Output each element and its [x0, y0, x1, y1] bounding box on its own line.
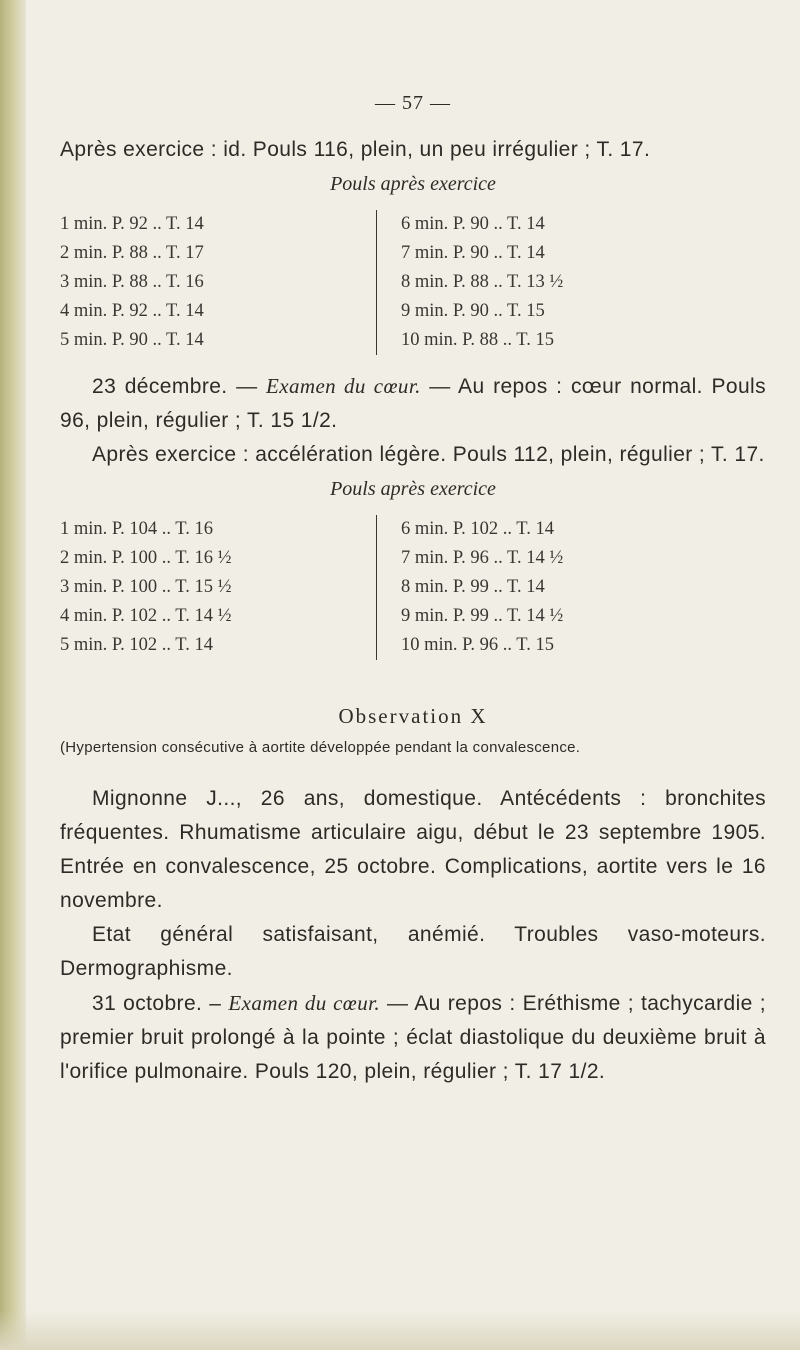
paragraph-after-exercise-1: Après exercice : id. Pouls 116, plein, un peu irrégulier ; T. 17.: [60, 138, 651, 161]
observation-paragraph-oct-31: [60, 986, 766, 1089]
observation-paragraph-state: Etat général satisfaisant, anémié. Troubles vaso-moteurs. Dermographisme.: [60, 923, 766, 980]
table-row: 1 min. P. 104 .. T. 16: [60, 519, 213, 539]
table-row: 2 min. P. 88 .. T. 17: [60, 243, 204, 263]
table-row: 7 min. P. 96 .. T. 14 ½: [401, 548, 564, 568]
table-row: 8 min. P. 99 .. T. 14: [401, 577, 545, 597]
table2-caption: Pouls après exercice: [330, 478, 496, 500]
document-page: [60, 92, 766, 1089]
pulse-table-1-left-column: [60, 210, 377, 355]
pulse-table-1-right-column: [377, 210, 717, 355]
observation-title: Observation X: [338, 704, 488, 728]
paragraph-after-exercise-2: Après exercice : accélération légère. Pouls 112, plein, régulier ; T. 17.: [92, 443, 765, 466]
exam-heading: Examen du cœur.: [266, 374, 421, 398]
table-row: 4 min. P. 102 .. T. 14 ½: [60, 606, 232, 626]
table-row: 9 min. P. 90 .. T. 15: [401, 301, 545, 321]
table-row: 1 min. P. 92 .. T. 14: [60, 214, 204, 234]
entry-text: — Au repos : cœur normal. Pouls 96, plein, régulier ; T. 15 1/2.: [60, 375, 766, 432]
entry-date: 23 décembre. —: [92, 375, 267, 398]
paragraph-dec-23: [60, 369, 766, 438]
table-row: 7 min. P. 90 .. T. 14: [401, 243, 545, 263]
table1-caption: Pouls après exercice: [330, 173, 496, 195]
table-row: 6 min. P. 90 .. T. 14: [401, 214, 545, 234]
table-row: 9 min. P. 99 .. T. 14 ½: [401, 606, 564, 626]
exam-heading: Examen du cœur.: [228, 991, 380, 1015]
table-row: 10 min. P. 88 .. T. 15: [401, 330, 554, 350]
observation-paragraph-history: Mignonne J..., 26 ans, domestique. Antécédents : bronchites fréquentes. Rhumatisme articulaire aigu, début le 23 septembre 1905. Entrée en convalescence, 25 octobre. Complications, aortite vers le 16 novembre.: [60, 787, 766, 912]
table-row: 8 min. P. 88 .. T. 13 ½: [401, 272, 564, 292]
table-row: 3 min. P. 88 .. T. 16: [60, 272, 204, 292]
entry-date: 31 octobre. –: [92, 992, 229, 1015]
pulse-table-2: [60, 515, 766, 660]
entry-text: — Au repos : Eréthisme ; tachycardie ; premier bruit prolongé à la pointe ; éclat diastolique du deuxième bruit à l'orifice pulmonaire. Pouls 120, plein, régulier ; T. 17 1/2.: [60, 992, 766, 1083]
table-row: 2 min. P. 100 .. T. 16 ½: [60, 548, 232, 568]
table-row: 5 min. P. 102 .. T. 14: [60, 635, 213, 655]
page-bottom-shade: [0, 1310, 800, 1350]
table-row: 3 min. P. 100 .. T. 15 ½: [60, 577, 232, 597]
pulse-table-2-left-column: [60, 515, 377, 660]
table-row: 10 min. P. 96 .. T. 15: [401, 635, 554, 655]
table-row: 6 min. P. 102 .. T. 14: [401, 519, 554, 539]
pulse-table-2-right-column: [377, 515, 717, 660]
page-number: — 57 —: [375, 92, 451, 114]
table-row: 4 min. P. 92 .. T. 14: [60, 301, 204, 321]
observation-subtitle: (Hypertension consécutive à aortite développée pendant la convalescence.: [60, 739, 581, 756]
page-binding-edge: [0, 0, 26, 1350]
pulse-table-1: [60, 210, 766, 355]
table-row: 5 min. P. 90 .. T. 14: [60, 330, 204, 350]
